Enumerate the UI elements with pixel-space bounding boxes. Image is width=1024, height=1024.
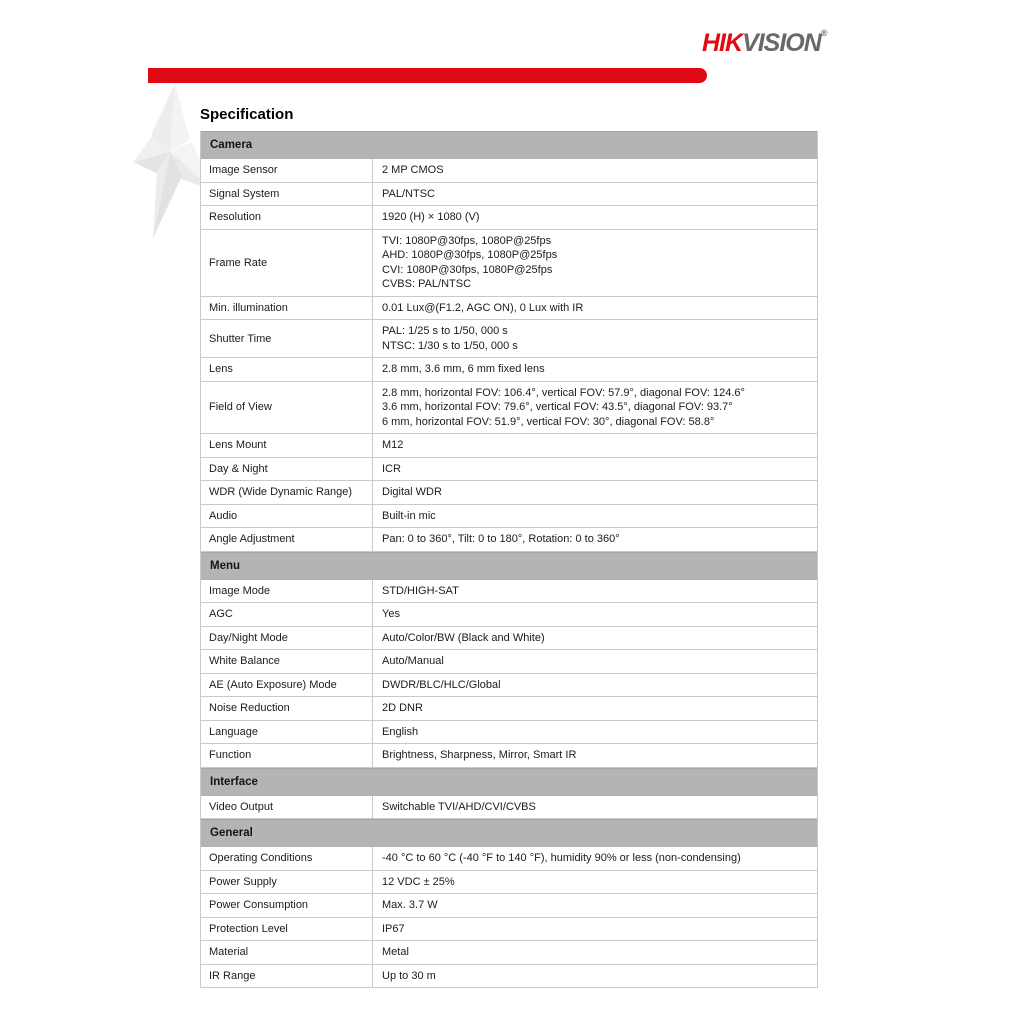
spec-value-line: 2.8 mm, horizontal FOV: 106.4°, vertical FOV: 57.9°, diagonal FOV: 124.6° bbox=[382, 386, 745, 399]
spec-value bbox=[373, 650, 817, 673]
spec-value-line: M12 bbox=[382, 439, 404, 451]
spec-row-protection-level bbox=[201, 918, 817, 942]
spec-value-line: TVI: 1080P@30fps, 1080P@25fps bbox=[382, 234, 552, 247]
spec-value bbox=[373, 744, 817, 767]
spec-row-white-balance bbox=[201, 650, 817, 674]
spec-value bbox=[373, 674, 817, 697]
logo-registered-mark: ® bbox=[820, 28, 828, 38]
spec-value bbox=[373, 871, 817, 894]
spec-value-line: Yes bbox=[382, 608, 400, 620]
spec-value bbox=[373, 481, 817, 504]
spec-label: AGC bbox=[201, 603, 373, 626]
spec-label: Power Consumption bbox=[201, 894, 373, 917]
spec-value bbox=[373, 183, 817, 206]
logo-vision-text: VISION bbox=[742, 29, 821, 57]
spec-label: Function bbox=[201, 744, 373, 767]
spec-label: White Balance bbox=[201, 650, 373, 673]
spec-value-line: Auto/Color/BW (Black and White) bbox=[382, 631, 545, 644]
spec-value bbox=[373, 434, 817, 457]
spec-row-power-supply bbox=[201, 871, 817, 895]
spec-value bbox=[373, 847, 817, 870]
spec-value bbox=[373, 297, 817, 320]
spec-value-line: 1920 (H) × 1080 (V) bbox=[382, 211, 480, 223]
spec-value-line: Digital WDR bbox=[382, 486, 442, 498]
spec-row-image-mode bbox=[201, 580, 817, 604]
spec-value-line: Metal bbox=[382, 946, 409, 958]
spec-row-noise-reduction bbox=[201, 697, 817, 721]
spec-value-line: 3.6 mm, horizontal FOV: 79.6°, vertical FOV: 43.5°, diagonal FOV: 93.7° bbox=[382, 401, 733, 413]
spec-value-line: Auto/Manual bbox=[382, 655, 444, 667]
spec-value bbox=[373, 230, 817, 296]
spec-label: Power Supply bbox=[201, 871, 373, 894]
spec-value bbox=[373, 458, 817, 481]
spec-row-wdr-wide-dynamic-range bbox=[201, 481, 817, 505]
spec-row-angle-adjustment bbox=[201, 528, 817, 552]
spec-row-operating-conditions bbox=[201, 847, 817, 871]
spec-label: Lens bbox=[201, 358, 373, 381]
spec-value-line: AHD: 1080P@30fps, 1080P@25fps bbox=[382, 249, 558, 261]
spec-value bbox=[373, 894, 817, 917]
spec-value bbox=[373, 320, 817, 357]
spec-value bbox=[373, 918, 817, 941]
header-red-bar bbox=[148, 68, 707, 83]
spec-label: Noise Reduction bbox=[201, 697, 373, 720]
spec-row-shutter-time bbox=[201, 320, 817, 358]
spec-row-function bbox=[201, 744, 817, 768]
spec-value-line: Max. 3.7 W bbox=[382, 899, 438, 911]
page-title: Specification bbox=[200, 106, 294, 123]
spec-value bbox=[373, 603, 817, 626]
spec-row-ir-range bbox=[201, 965, 817, 988]
spec-value-line: 2.8 mm, 3.6 mm, 6 mm fixed lens bbox=[382, 363, 545, 375]
spec-value-line: Brightness, Sharpness, Mirror, Smart IR bbox=[382, 749, 577, 761]
spec-value-line: STD/HIGH-SAT bbox=[382, 584, 459, 597]
spec-row-ae-auto-exposure-mode bbox=[201, 674, 817, 698]
section-header-interface: Interface bbox=[201, 768, 817, 796]
spec-value-line: DWDR/BLC/HLC/Global bbox=[382, 678, 501, 691]
spec-label: Day/Night Mode bbox=[201, 627, 373, 650]
spec-label: Shutter Time bbox=[201, 320, 373, 357]
spec-label: Frame Rate bbox=[201, 230, 373, 296]
spec-value bbox=[373, 941, 817, 964]
spec-value bbox=[373, 580, 817, 603]
spec-value bbox=[373, 796, 817, 819]
spec-value bbox=[373, 528, 817, 551]
spec-value bbox=[373, 206, 817, 229]
specification-table bbox=[200, 131, 818, 988]
spec-value bbox=[373, 159, 817, 182]
spec-label: Image Mode bbox=[201, 580, 373, 603]
spec-label: Angle Adjustment bbox=[201, 528, 373, 551]
spec-label: Min. illumination bbox=[201, 297, 373, 320]
spec-row-power-consumption bbox=[201, 894, 817, 918]
spec-row-field-of-view bbox=[201, 382, 817, 435]
spec-row-resolution bbox=[201, 206, 817, 230]
spec-value-line: CVI: 1080P@30fps, 1080P@25fps bbox=[382, 263, 553, 276]
spec-value bbox=[373, 697, 817, 720]
spec-value bbox=[373, 358, 817, 381]
spec-row-language bbox=[201, 721, 817, 745]
spec-label: Lens Mount bbox=[201, 434, 373, 457]
spec-value-line: Built-in mic bbox=[382, 509, 436, 522]
spec-value-line: 0.01 Lux@(F1.2, AGC ON), 0 Lux with IR bbox=[382, 301, 584, 314]
spec-value bbox=[373, 382, 817, 434]
spec-label: Resolution bbox=[201, 206, 373, 229]
section-header-menu: Menu bbox=[201, 552, 817, 580]
spec-value bbox=[373, 721, 817, 744]
spec-label: Material bbox=[201, 941, 373, 964]
spec-value-line: Switchable TVI/AHD/CVI/CVBS bbox=[382, 800, 536, 813]
spec-row-day-night bbox=[201, 458, 817, 482]
spec-row-frame-rate bbox=[201, 230, 817, 297]
spec-value-line: 2 MP CMOS bbox=[382, 164, 444, 176]
spec-row-audio bbox=[201, 505, 817, 529]
spec-value-line: ICR bbox=[382, 462, 401, 475]
spec-label: WDR (Wide Dynamic Range) bbox=[201, 481, 373, 504]
spec-label: Protection Level bbox=[201, 918, 373, 941]
spec-row-material bbox=[201, 941, 817, 965]
section-header-camera: Camera bbox=[201, 131, 817, 159]
spec-value-line: -40 °C to 60 °C (-40 °F to 140 °F), humidity 90% or less (non-condensing) bbox=[382, 852, 741, 864]
spec-value-line: Pan: 0 to 360°, Tilt: 0 to 180°, Rotation: 0 to 360° bbox=[382, 533, 620, 545]
spec-label: Image Sensor bbox=[201, 159, 373, 182]
spec-value-line: NTSC: 1/30 s to 1/50, 000 s bbox=[382, 339, 518, 352]
spec-value-line: PAL/NTSC bbox=[382, 187, 435, 200]
spec-value bbox=[373, 627, 817, 650]
logo-hik-text: HIK bbox=[702, 29, 743, 57]
spec-value-line: 2D DNR bbox=[382, 702, 423, 714]
spec-row-agc bbox=[201, 603, 817, 627]
spec-value-line: 6 mm, horizontal FOV: 51.9°, vertical FOV: 30°, diagonal FOV: 58.8° bbox=[382, 415, 715, 428]
spec-row-signal-system bbox=[201, 183, 817, 207]
spec-value-line: PAL: 1/25 s to 1/50, 000 s bbox=[382, 325, 508, 337]
spec-value bbox=[373, 965, 817, 988]
spec-label: AE (Auto Exposure) Mode bbox=[201, 674, 373, 697]
spec-row-lens bbox=[201, 358, 817, 382]
hikvision-logo bbox=[702, 29, 827, 58]
spec-row-video-output bbox=[201, 796, 817, 820]
spec-value-line: Up to 30 m bbox=[382, 969, 436, 982]
spec-value-line: CVBS: PAL/NTSC bbox=[382, 278, 472, 290]
spec-label: Language bbox=[201, 721, 373, 744]
spec-value-line: IP67 bbox=[382, 922, 405, 935]
spec-label: Day & Night bbox=[201, 458, 373, 481]
spec-row-image-sensor bbox=[201, 159, 817, 183]
spec-label: Video Output bbox=[201, 796, 373, 819]
section-header-general: General bbox=[201, 819, 817, 847]
spec-row-day-night-mode bbox=[201, 627, 817, 651]
spec-label: Field of View bbox=[201, 382, 373, 434]
spec-label: Audio bbox=[201, 505, 373, 528]
spec-label: Operating Conditions bbox=[201, 847, 373, 870]
spec-value-line: English bbox=[382, 725, 419, 738]
spec-value-line: 12 VDC ± 25% bbox=[382, 875, 455, 888]
spec-row-lens-mount bbox=[201, 434, 817, 458]
spec-value bbox=[373, 505, 817, 528]
spec-row-min-illumination bbox=[201, 297, 817, 321]
spec-label: IR Range bbox=[201, 965, 373, 988]
spec-label: Signal System bbox=[201, 183, 373, 206]
